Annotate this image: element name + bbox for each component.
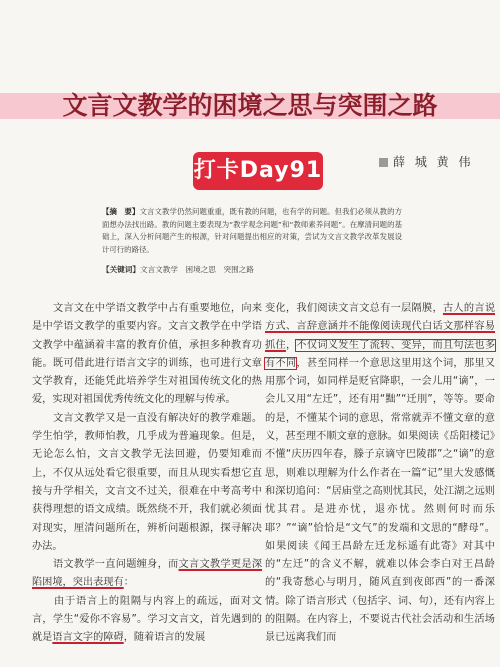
underlined-text: 语言文字的障碍	[52, 632, 124, 644]
abstract	[102, 206, 402, 256]
body-paragraph	[32, 593, 262, 648]
body-paragraph	[265, 300, 495, 648]
paragraph-text: ，随着语言的发展	[123, 632, 206, 644]
body-paragraph	[32, 300, 262, 410]
body-column-right	[265, 300, 495, 648]
paragraph-text: ，	[285, 339, 297, 351]
paragraph-text: 语文教学一直问题缠身，而	[52, 559, 179, 571]
paragraph-text: 文言文教学又是一直没有解决好的教学难题。学生怕学，教师怕教，几乎成为普遍现象。但是，无论怎么怕，文言文教学无法回避，仍要知难而上，不仅从远处看它很重要，而且从现实看想它直接与升学相关，文言文不过关，很难在中考高考中获得理想的语文成绩。既然绕不开，我们就必须面对现实，厘清问题所在，辨析问题根源，探寻解决办法。	[32, 412, 263, 552]
day-badge: 打卡Day91	[193, 152, 323, 190]
body-paragraph	[32, 556, 262, 593]
keywords	[102, 264, 254, 275]
author-square-icon	[379, 158, 388, 167]
boxed-text: 不仅词义发生了流转、变异，而且句法也多有不同	[265, 339, 496, 369]
abstract-label: 【摘 要】	[102, 207, 140, 216]
underlined-text: 古人的言说方式、言辞意涵并不能像阅读现代白话文那样容易抓住	[265, 303, 496, 351]
underlined-text: 文言文教学更是深陷困境，突出表现有	[32, 559, 263, 589]
paragraph-text: 文言文在中学语文教学中占有重要地位，向来是中学语文教学的重要内容。文言文教学在中学语文教学中蕴涵着丰富的教育价值，承担多种教育功能。既可借此进行语言文字的训练，也可进行文章文学教育，还能凭此培养学生对祖国传统文化的热爱，实现对祖国优秀传统文化的理解与传承。	[32, 303, 263, 406]
paragraph-text: 变化，我们阅读文言文总有一层隔膜，	[265, 303, 443, 314]
paragraph-text: ，甚至同样一个意思这里用这个词，那里又用那个词，如同样是贬官降职，一会儿用“谪”，一会儿又用“左迁”，还有用“黜”“迁刖”，等等。要命的是，不懂某个词的意思，常常就弄不懂文章的意义，甚至理不顺文章的意脉。如果阅读《岳阳楼记》不懂“庆历四年春，滕子京谪守巴陵郡”之“谪”的意思，则难以理解为什么作者在一篇“记”里大发感慨和深切追问：“居庙堂之高则忧其民，处江湖之远则忧其君。是进亦忧，退亦忧。然则何时而乐耶？”“谪”恰恰是“文气”的发端和文思的“酵母”。如果阅读《闻王昌龄左迁龙标遥有此寄》对其中的“左迁”的含义不解，就难以体会李白对王昌龄的“我寄愁心与明月，随风直到夜郎西”的一番深情。除了语言形式（包括字、词、句），还有内容上的阻隔。在内容上，不要说古代社会活动和生活场景已远离我们而	[265, 357, 496, 644]
body-paragraph	[32, 410, 262, 556]
paragraph-text: 由于语言上的阻隔与内容上的疏远，面对文言，学生“爱你不容易”。学习文言文，首先遇到的就是	[32, 595, 263, 644]
abstract-text: 文言文教学仍然问题重重，既有教的问题，也有学的问题。但我们必须从教的方面想办法找出路。教的问题主要表现为“教学观念问题”和“教师素养问题”。在摩清问题的基础上，深入分析问题产生的根源，针对问题提出相应的对策，尝试为文言文教学改革发展设计可行的路径。	[102, 207, 402, 254]
paragraph-text: ：	[123, 577, 134, 589]
keywords-text: 文言文教学 困境之思 突围之路	[139, 265, 254, 274]
author-names: 薛 城 黄 伟	[393, 155, 474, 169]
keywords-label: 【关键词】	[102, 265, 140, 274]
article-title: 文言文教学的困境之思与突围之路	[62, 91, 438, 120]
body-column-left	[32, 300, 262, 648]
